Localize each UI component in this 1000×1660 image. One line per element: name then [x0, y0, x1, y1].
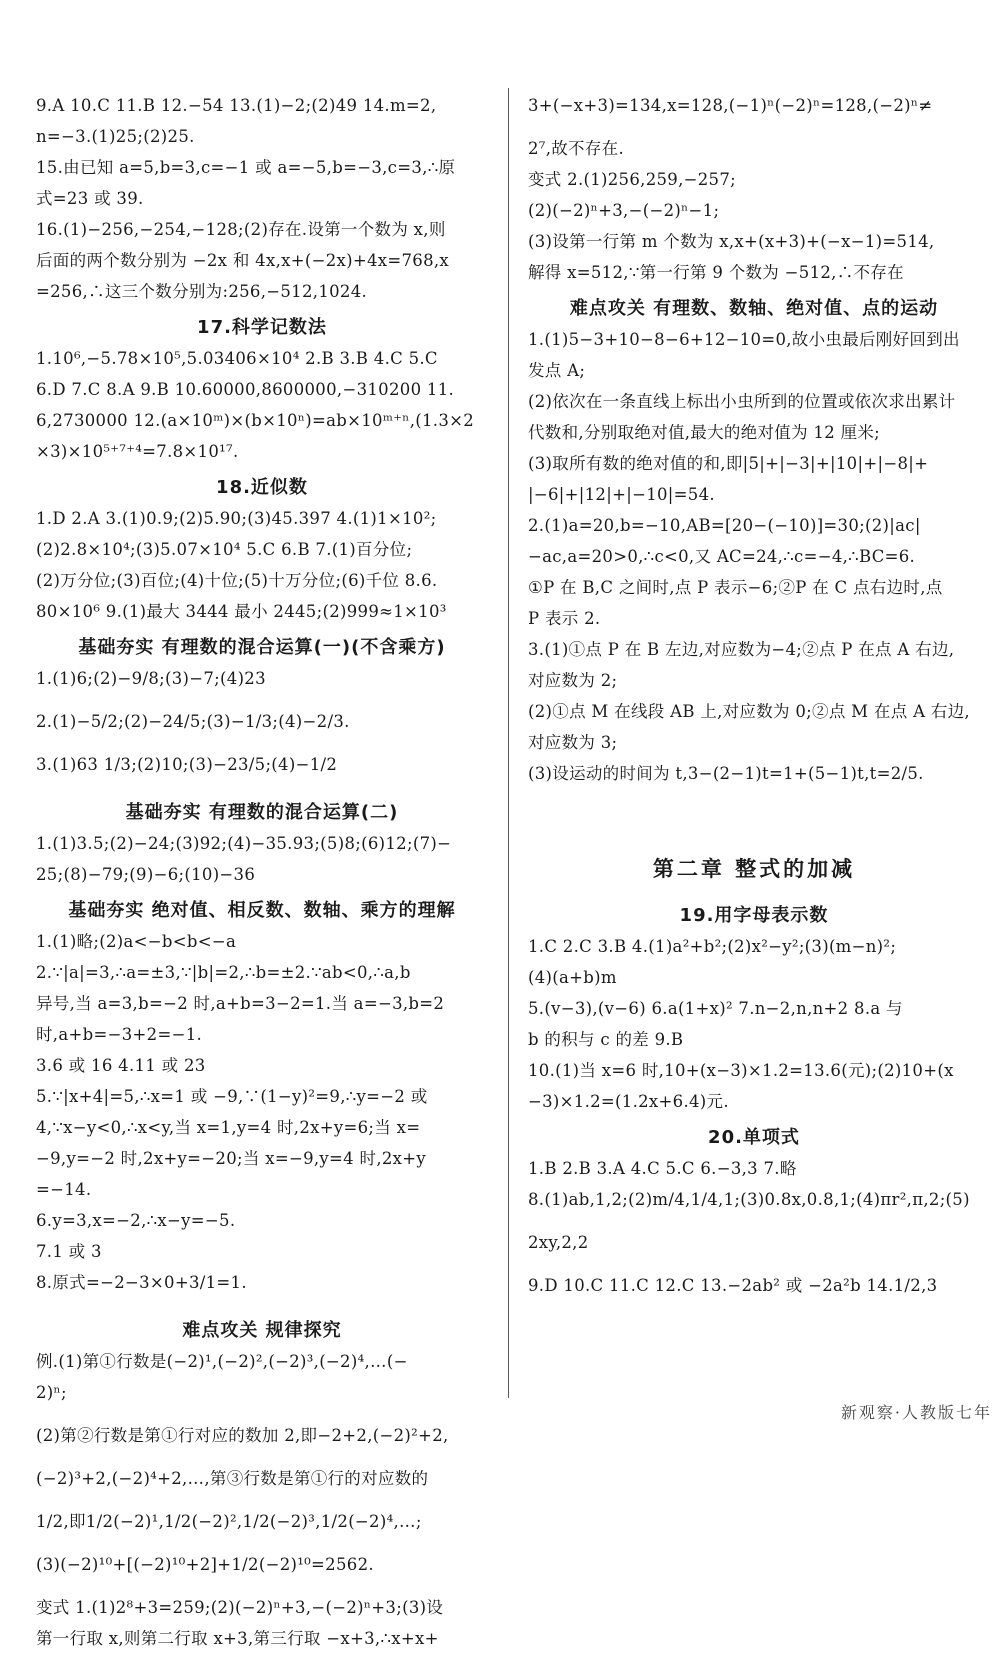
- answer-line: 1.(1)略;(2)a<−b<b<−a: [36, 932, 237, 951]
- answer-line: 3.(1)①点 P 在 B 左边,对应数为−4;②点 P 在点 A 右边,: [528, 640, 955, 659]
- section-heading: 基础夯实 绝对值、相反数、数轴、乘方的理解: [68, 900, 456, 921]
- section-heading: 难点攻关 有理数、数轴、绝对值、点的运动: [569, 298, 939, 319]
- answer-line: 3.6 或 16 4.11 或 23: [36, 1056, 206, 1075]
- answer-line: (3)(−2)¹⁰+[(−2)¹⁰+2]+1/2(−2)¹⁰=2562.: [36, 1555, 374, 1574]
- answer-line: =−14.: [36, 1180, 92, 1199]
- answer-line: 1.C 2.C 3.B 4.(1)a²+b²;(2)x²−y²;(3)(m−n)²;: [528, 937, 897, 956]
- answer-line: (4)(a+b)m: [528, 968, 617, 987]
- answer-line: 2.(1)−5/2;(2)−24/5;(3)−1/3;(4)−2/3.: [36, 712, 350, 731]
- answer-line: 异号,当 a=3,b=−2 时,a+b=3−2=1.当 a=−3,b=2: [36, 994, 445, 1013]
- answer-line: 时,a+b=−3+2=−1.: [36, 1025, 203, 1044]
- column-divider: [508, 88, 509, 1398]
- answer-line: 变式 1.(1)2⁸+3=259;(2)(−2)ⁿ+3,−(−2)ⁿ+3;(3)设: [36, 1598, 444, 1617]
- answer-line: 3.(1)63 1/3;(2)10;(3)−23/5;(4)−1/2: [36, 755, 338, 774]
- answer-line: 1.D 2.A 3.(1)0.9;(2)5.90;(3)45.397 4.(1)1×10²;: [36, 509, 437, 528]
- answer-line: P 表示 2.: [528, 609, 601, 628]
- answer-line: 9.D 10.C 11.C 12.C 13.−2ab² 或 −2a²b 14.1/2,3: [528, 1276, 938, 1295]
- answer-line: n=−3.(1)25;(2)25.: [36, 127, 195, 146]
- answer-line: (3)取所有数的绝对值的和,即|5|+|−3|+|10|+|−8|+: [528, 454, 929, 473]
- answer-line: 10.(1)当 x=6 时,10+(x−3)×1.2=13.6(元);(2)10+(x: [528, 1061, 954, 1080]
- section-heading: 17.科学记数法: [197, 317, 327, 338]
- answer-line: 5.(v−3),(v−6) 6.a(1+x)² 7.n−2,n,n+2 8.a 与: [528, 999, 903, 1018]
- answer-line: =256,∴这三个数分别为:256,−512,1024.: [36, 282, 368, 301]
- section-heading: 20.单项式: [708, 1127, 800, 1148]
- answer-line: 4,∵x−y<0,∴x<y,当 x=1,y=4 时,2x+y=6;当 x=: [36, 1118, 421, 1137]
- left-column: [36, 96, 488, 1660]
- answer-line: 1.B 2.B 3.A 4.C 5.C 6.−3,3 7.略: [528, 1159, 797, 1178]
- answer-line: (−2)³+2,(−2)⁴+2,…,第③行数是第①行的对应数的: [36, 1469, 429, 1488]
- answer-line: 1/2,即1/2(−2)¹,1/2(−2)²,1/2(−2)³,1/2(−2)⁴,…;: [36, 1512, 422, 1531]
- answer-line: 2xy,2,2: [528, 1233, 589, 1252]
- answer-line: (2)(−2)ⁿ+3,−(−2)ⁿ−1;: [528, 201, 720, 220]
- answer-line: 16.(1)−256,−254,−128;(2)存在.设第一个数为 x,则: [36, 220, 446, 239]
- answer-line: 发点 A;: [528, 361, 586, 380]
- page-footer: 新观察·人教版七年: [840, 1403, 992, 1422]
- right-column: [528, 96, 980, 1307]
- answer-line: 7.1 或 3: [36, 1242, 102, 1261]
- section-heading: 18.近似数: [216, 477, 308, 498]
- answer-line: 3+(−x+3)=134,x=128,(−1)ⁿ(−2)ⁿ=128,(−2)ⁿ≠: [528, 96, 933, 115]
- answer-line: −3)×1.2=(1.2x+6.4)元.: [528, 1092, 729, 1111]
- answer-line: 第一行取 x,则第二行取 x+3,第三行取 −x+3,∴x+x+: [36, 1629, 439, 1648]
- chapter-title: 第二章 整式的加减: [652, 857, 856, 881]
- answer-line: 9.A 10.C 11.B 12.−54 13.(1)−2;(2)49 14.m=2,: [36, 96, 437, 115]
- answer-line: −ac,a=20>0,∴c<0,又 AC=24,∴c=−4,∴BC=6.: [528, 547, 916, 566]
- answer-line: 15.由已知 a=5,b=3,c=−1 或 a=−5,b=−3,c=3,∴原: [36, 158, 456, 177]
- answer-line: 6.D 7.C 8.A 9.B 10.60000,8600000,−310200 11.: [36, 380, 455, 399]
- answer-line: (2)第②行数是第①行对应的数加 2,即−2+2,(−2)²+2,: [36, 1426, 449, 1445]
- answer-line: b 的积与 c 的差 9.B: [528, 1030, 684, 1049]
- section-heading: 难点攻关 规律探究: [182, 1320, 342, 1341]
- answer-line: (3)设运动的时间为 t,3−(2−1)t=1+(5−1)t,t=2/5.: [528, 764, 924, 783]
- answer-line: (2)万分位;(3)百位;(4)十位;(5)十万分位;(6)千位 8.6.: [36, 571, 438, 590]
- answer-line: 式=23 或 39.: [36, 189, 144, 208]
- answer-line: 8.原式=−2−3×0+3/1=1.: [36, 1273, 247, 1292]
- answer-line: ①P 在 B,C 之间时,点 P 表示−6;②P 在 C 点右边时,点: [528, 578, 943, 597]
- section-heading: 19.用字母表示数: [679, 905, 829, 926]
- answer-line: 例.(1)第①行数是(−2)¹,(−2)²,(−2)³,(−2)⁴,…(−: [36, 1352, 408, 1371]
- section-heading: 基础夯实 有理数的混合运算(二): [125, 802, 399, 823]
- answer-line: (2)2.8×10⁴;(3)5.07×10⁴ 5.C 6.B 7.(1)百分位;: [36, 540, 413, 559]
- answer-line: 2.(1)a=20,b=−10,AB=[20−(−10)]=30;(2)|ac|: [528, 516, 921, 535]
- answer-line: 8.(1)ab,1,2;(2)m/4,1/4,1;(3)0.8x,0.8,1;(4)πr²,π,2;(5): [528, 1190, 970, 1209]
- answer-line: 代数和,分别取绝对值,最大的绝对值为 12 厘米;: [528, 423, 881, 442]
- section-heading: 基础夯实 有理数的混合运算(一)(不含乘方): [78, 637, 446, 658]
- answer-line: 变式 2.(1)256,259,−257;: [528, 170, 737, 189]
- answer-line: 1.(1)6;(2)−9/8;(3)−7;(4)23: [36, 669, 266, 688]
- answer-line: 2.∵|a|=3,∴a=±3,∵|b|=2,∴b=±2.∵ab<0,∴a,b: [36, 963, 411, 982]
- answer-line: 2)ⁿ;: [36, 1383, 67, 1402]
- answer-line: (2)①点 M 在线段 AB 上,对应数为 0;②点 M 在点 A 右边,: [528, 702, 970, 721]
- answer-line: −9,y=−2 时,2x+y=−20;当 x=−9,y=4 时,2x+y: [36, 1149, 427, 1168]
- answer-line: 6.y=3,x=−2,∴x−y=−5.: [36, 1211, 236, 1230]
- answer-line: 对应数为 2;: [528, 671, 618, 690]
- answer-line: 25;(8)−79;(9)−6;(10)−36: [36, 865, 256, 884]
- answer-line: ×3)×10⁵⁺⁷⁺⁴=7.8×10¹⁷.: [36, 442, 239, 461]
- answer-line: (2)依次在一条直线上标出小虫所到的位置或依次求出累计: [528, 392, 956, 411]
- answer-line: |−6|+|12|+|−10|=54.: [528, 485, 715, 504]
- answer-line: 5.∵|x+4|=5,∴x=1 或 −9,∵(1−y)²=9,∴y=−2 或: [36, 1087, 428, 1106]
- answer-line: 1.(1)3.5;(2)−24;(3)92;(4)−35.93;(5)8;(6)12;(7)−: [36, 834, 452, 853]
- answer-line: (3)设第一行第 m 个数为 x,x+(x+3)+(−x−1)=514,: [528, 232, 935, 251]
- answer-line: 对应数为 3;: [528, 733, 618, 752]
- answer-line: 1.10⁶,−5.78×10⁵,5.03406×10⁴ 2.B 3.B 4.C 5.C: [36, 349, 438, 368]
- answer-line: 后面的两个数分别为 −2x 和 4x,x+(−2x)+4x=768,x: [36, 251, 450, 270]
- answer-line: 6,2730000 12.(a×10ᵐ)×(b×10ⁿ)=ab×10ᵐ⁺ⁿ,(1.3×2: [36, 411, 475, 430]
- answer-line: 2⁷,故不存在.: [528, 139, 625, 158]
- answer-line: 80×10⁶ 9.(1)最大 3444 最小 2445;(2)999≈1×10³: [36, 602, 447, 621]
- answer-line: 解得 x=512,∵第一行第 9 个数为 −512,∴不存在: [528, 263, 904, 282]
- answer-line: 1.(1)5−3+10−8−6+12−10=0,故小虫最后刚好回到出: [528, 330, 960, 349]
